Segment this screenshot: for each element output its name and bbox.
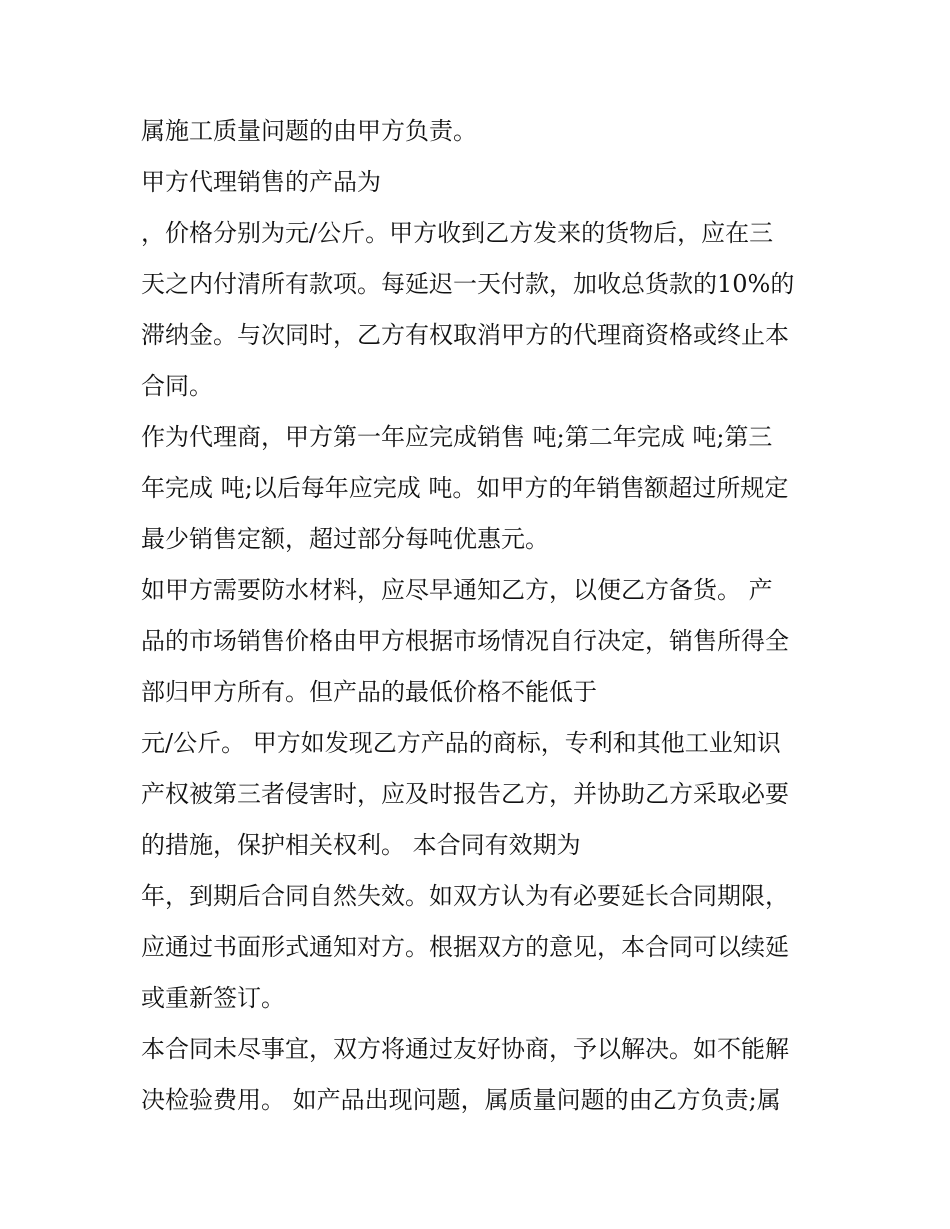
text-line-3: ，价格分别为元/公斤。甲方收到乙方发来的货物后，应在三	[141, 219, 774, 247]
text-line-14: 产权被第三者侵害时，应及时报告乙方，并协助乙方采取必要	[141, 780, 789, 808]
text-line-12: 部归甲方所有。但产品的最低价格不能低于	[141, 678, 597, 706]
text-line-5: 滞纳金。与次同时，乙方有权取消甲方的代理商资格或终止本	[141, 321, 789, 349]
text-line-7: 作为代理商，甲方第一年应完成销售 吨;第二年完成 吨;第三	[141, 423, 773, 451]
text-line-6: 合同。	[141, 372, 213, 400]
text-line-16: 年，到期后合同自然失效。如双方认为有必要延长合同期限，	[141, 882, 789, 910]
contract-text	[141, 106, 821, 1126]
text-line-2: 甲方代理销售的产品为	[141, 168, 381, 196]
text-line-1: 属施工质量问题的由甲方负责。	[141, 117, 477, 145]
text-line-9: 最少销售定额，超过部分每吨优惠元。	[141, 525, 549, 553]
text-line-18: 或重新签订。	[141, 984, 285, 1012]
text-line-13: 元/公斤。 甲方如发现乙方产品的商标，专利和其他工业知识	[141, 729, 781, 757]
text-line-20: 决检验费用。 如产品出现问题，属质量问题的由乙方负责;属	[141, 1086, 781, 1114]
text-line-17: 应通过书面形式通知对方。根据双方的意见，本合同可以续延	[141, 933, 789, 961]
text-line-19: 本合同未尽事宜，双方将通过友好协商，予以解决。如不能解	[141, 1035, 789, 1063]
text-line-8: 年完成 吨;以后每年应完成 吨。如甲方的年销售额超过所规定	[141, 474, 789, 502]
text-line-15: 的措施，保护相关权利。 本合同有效期为	[141, 831, 581, 859]
text-line-4: 天之内付清所有款项。每延迟一天付款，加收总货款的10%的	[141, 270, 795, 298]
text-line-10: 如甲方需要防水材料，应尽早通知乙方，以便乙方备货。 产	[141, 576, 773, 604]
text-line-11: 品的市场销售价格由甲方根据市场情况自行决定，销售所得全	[141, 627, 789, 655]
